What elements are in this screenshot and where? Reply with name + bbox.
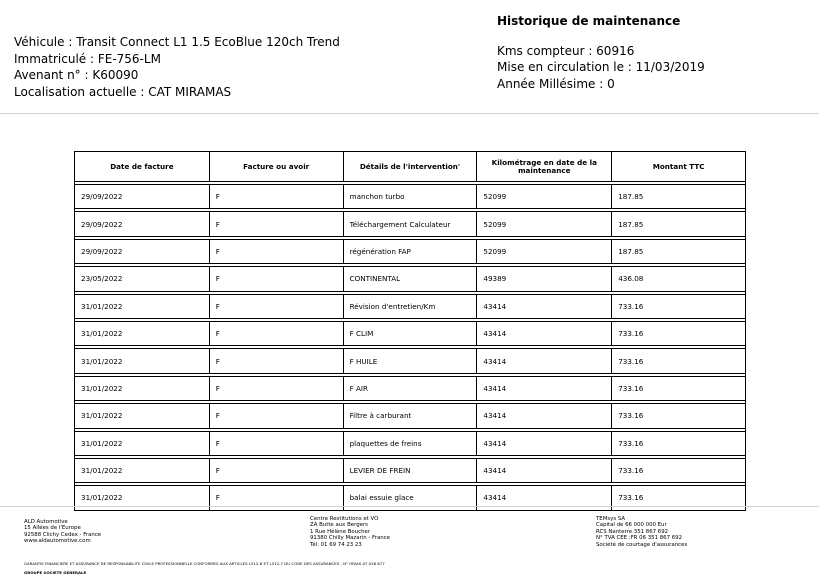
cell-mileage: 43414	[477, 486, 612, 510]
table-row	[75, 458, 746, 482]
cell-date: 31/01/2022	[75, 486, 210, 510]
cell-type: F	[209, 267, 343, 291]
registration-date: Mise en circulation le : 11/03/2019	[497, 60, 705, 74]
table-header-row	[75, 152, 746, 182]
cell-date: 31/01/2022	[75, 321, 210, 345]
footer-line: RCS Nanterre 351 867 692	[596, 528, 669, 535]
cell-details: Filtre à carburant	[343, 404, 477, 428]
cell-mileage: 43414	[477, 458, 612, 482]
cell-type: F	[209, 431, 343, 455]
cell-amount: 733.16	[612, 458, 746, 482]
cell-details: F CLIM	[343, 321, 477, 345]
cell-type: F	[209, 321, 343, 345]
cell-details: LEVIER DE FREIN	[343, 458, 477, 482]
cell-amount: 187.85	[612, 239, 746, 263]
cell-amount: 733.16	[612, 431, 746, 455]
cell-date: 31/01/2022	[75, 294, 210, 318]
footer-line: Société de courtage d'assurances	[596, 541, 688, 548]
table-row	[75, 294, 746, 318]
group-name: GROUPE SOCIETE GENERALE	[24, 570, 87, 575]
footer-line: 15 Allées de l'Europe	[24, 525, 81, 532]
cell-amount: 733.16	[612, 321, 746, 345]
cell-mileage: 49389	[477, 267, 612, 291]
cell-details: F AIR	[343, 376, 477, 400]
cell-mileage: 43414	[477, 431, 612, 455]
footer-restitution-address	[310, 516, 390, 548]
cell-type: F	[209, 404, 343, 428]
cell-details: Révision d'entretien/Km	[343, 294, 477, 318]
footer-line: Capital de 66 000 000 Eur	[596, 522, 667, 529]
cell-mileage: 52099	[477, 185, 612, 209]
footer-line: 1 Rue Hélène Boucher	[310, 528, 371, 535]
cell-amount: 187.85	[612, 185, 746, 209]
header-mileage: Kilométrage en date de la maintenance	[477, 152, 612, 182]
cell-date: 23/05/2022	[75, 267, 210, 291]
cell-details: plaquettes de freins	[343, 431, 477, 455]
cell-amount: 733.16	[612, 294, 746, 318]
cell-details: CONTINENTAL	[343, 267, 477, 291]
cell-details: Téléchargement Calculateur	[343, 212, 477, 236]
header-details: Détails de l'intervention'	[343, 152, 477, 182]
cell-type: F	[209, 349, 343, 373]
legal-notice: GARANTIE FINANCIERE ET ASSURANCE DE RESPONSABILITE CIVILE PROFESSIONNELLE CONFORMES AUX ARTICLES L512-6 ET L512-7 DU CODE DES ASSURANCES - N° ORIAS 07 026 677	[24, 561, 385, 566]
header-date: Date de facture	[75, 152, 210, 182]
table-row	[75, 349, 746, 373]
footer-line: ZA Butte aux Bergers	[310, 522, 368, 529]
odometer: Kms compteur : 60916	[497, 43, 635, 58]
vehicle-model: Véhicule : Transit Connect L1 1.5 EcoBlue 120ch Trend	[14, 35, 340, 49]
table-row	[75, 239, 746, 263]
cell-date: 31/01/2022	[75, 458, 210, 482]
header-type: Facture ou avoir	[209, 152, 343, 182]
cell-amount: 187.85	[612, 212, 746, 236]
cell-mileage: 43414	[477, 321, 612, 345]
table-row	[75, 376, 746, 400]
maintenance-title: Historique de maintenance	[497, 14, 681, 28]
cell-date: 31/01/2022	[75, 404, 210, 428]
cell-amount: 733.16	[612, 486, 746, 510]
header-divider	[0, 113, 819, 114]
cell-mileage: 52099	[477, 239, 612, 263]
footer-line: Centre Restitutions et VO	[310, 516, 379, 522]
header-amount: Montant TTC	[612, 152, 746, 182]
maintenance-info	[497, 13, 705, 92]
footer-line: ALD Automotive	[24, 519, 68, 525]
table-row	[75, 321, 746, 345]
footer-line: Tél. 01 69 74 23 23	[310, 541, 362, 548]
table-row	[75, 267, 746, 291]
table-row	[75, 404, 746, 428]
cell-mileage: 43414	[477, 376, 612, 400]
cell-type: F	[209, 185, 343, 209]
cell-mileage: 43414	[477, 404, 612, 428]
cell-type: F	[209, 458, 343, 482]
vehicle-location: Localisation actuelle : CAT MIRAMAS	[14, 84, 232, 99]
cell-date: 29/09/2022	[75, 185, 210, 209]
footer-line: TEMsys SA	[596, 516, 626, 522]
cell-type: F	[209, 486, 343, 510]
cell-date: 29/09/2022	[75, 212, 210, 236]
cell-details: manchon turbo	[343, 185, 477, 209]
cell-mileage: 52099	[477, 212, 612, 236]
table-row	[75, 212, 746, 236]
cell-mileage: 43414	[477, 294, 612, 318]
table-row	[75, 431, 746, 455]
cell-type: F	[209, 212, 343, 236]
footer-company-info	[596, 516, 687, 548]
cell-details: F HUILE	[343, 349, 477, 373]
cell-details: balai essuie glace	[343, 486, 477, 510]
vehicle-info	[14, 34, 340, 100]
cell-date: 31/01/2022	[75, 431, 210, 455]
footer-line: N° TVA CEE :FR 06 351 867 692	[596, 535, 683, 542]
table-row	[75, 185, 746, 209]
footer-ald-address	[24, 519, 101, 545]
cell-type: F	[209, 376, 343, 400]
cell-date: 31/01/2022	[75, 349, 210, 373]
cell-amount: 733.16	[612, 404, 746, 428]
cell-date: 29/09/2022	[75, 239, 210, 263]
vehicle-amendment: Avenant n° : K60090	[14, 68, 139, 82]
cell-amount: 436.08	[612, 267, 746, 291]
cell-type: F	[209, 239, 343, 263]
footer-link[interactable]: www.aldautomotive.com	[24, 538, 91, 545]
cell-date: 31/01/2022	[75, 376, 210, 400]
footer-divider	[0, 506, 819, 507]
cell-type: F	[209, 294, 343, 318]
cell-mileage: 43414	[477, 349, 612, 373]
cell-details: régénération FAP	[343, 239, 477, 263]
footer-line: 92588 Clichy Cedex - France	[24, 531, 102, 538]
cell-amount: 733.16	[612, 349, 746, 373]
cell-amount: 733.16	[612, 376, 746, 400]
vehicle-registration: Immatriculé : FE-756-LM	[14, 51, 161, 66]
footer-line: 91380 Chilly Mazarin - France	[310, 535, 390, 542]
model-year: Année Millésime : 0	[497, 76, 615, 91]
maintenance-table	[74, 151, 746, 511]
